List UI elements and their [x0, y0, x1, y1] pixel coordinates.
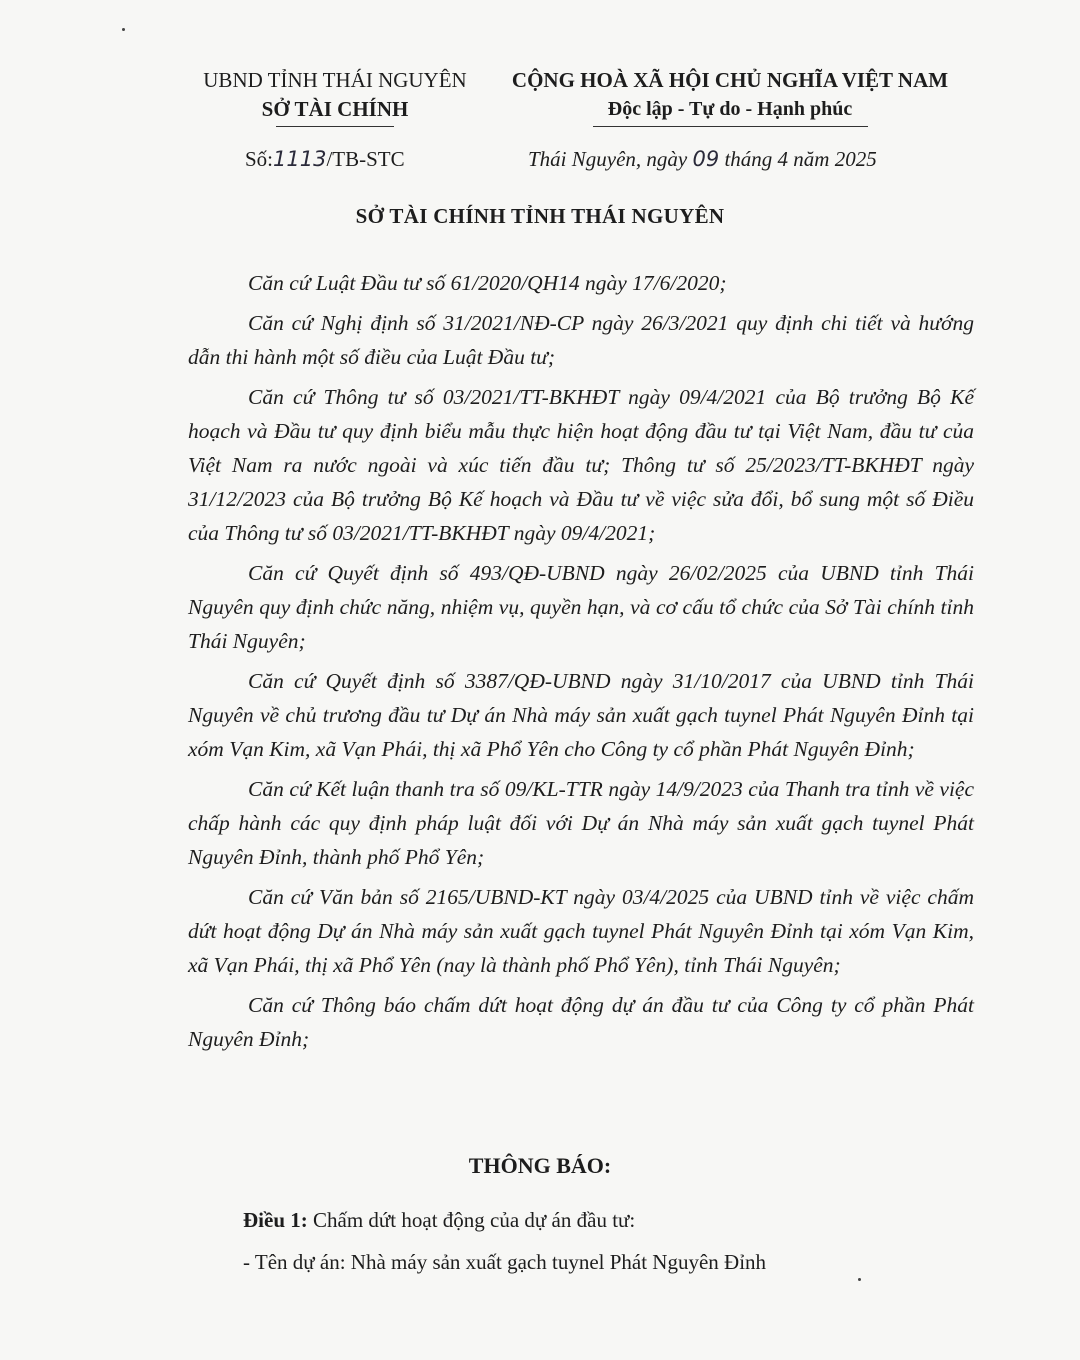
basis-paragraph: Căn cứ Thông báo chấm dứt hoạt động dự án đầu tư của Công ty cổ phần Phát Nguyên Đỉnh;	[188, 993, 974, 1051]
scan-speck	[858, 1278, 861, 1281]
document-number-suffix: /TB-STC	[326, 147, 405, 171]
national-motto: Độc lập - Tự do - Hạnh phúc	[607, 98, 853, 120]
motto-underline	[593, 126, 868, 127]
document-number-handwritten: 1113	[273, 147, 327, 171]
date-day-handwritten: 09	[692, 147, 720, 171]
basis-paragraph: Căn cứ Văn bản số 2165/UBND-KT ngày 03/4/2025 của UBND tỉnh về việc chấm dứt hoạt động Dự án Nhà máy sản xuất gạch tuynel Phát Nguyên Đỉnh tại xóm Vạn Kim, xã Vạn Phái, thị xã Phổ Yên (nay là thành phố Phổ Yên), tỉnh Thái Nguyên;	[188, 885, 974, 977]
date-suffix: tháng 4 năm 2025	[719, 147, 877, 171]
basis-paragraph: Căn cứ Quyết định số 493/QĐ-UBND ngày 26/02/2025 của UBND tỉnh Thái Nguyên quy định chức năng, nhiệm vụ, quyền hạn, và cơ cấu tổ chức của Sở Tài chính tỉnh Thái Nguyên;	[188, 561, 974, 653]
notice-title: THÔNG BÁO:	[468, 1153, 612, 1178]
basis-paragraph: Căn cứ Quyết định số 3387/QĐ-UBND ngày 31/10/2017 của UBND tỉnh Thái Nguyên về chủ trương đầu tư Dự án Nhà máy sản xuất gạch tuynel Phát Nguyên Đỉnh tại xóm Vạn Kim, xã Vạn Phái, thị xã Phổ Yên cho Công ty cổ phần Phát Nguyên Đỉnh;	[188, 669, 974, 761]
legal-basis-section	[188, 266, 974, 1062]
basis-paragraph: Căn cứ Kết luận thanh tra số 09/KL-TTR ngày 14/9/2023 của Thanh tra tỉnh về việc chấp hành các quy định pháp luật đối với Dự án Nhà máy sản xuất gạch tuynel Phát Nguyên Đỉnh, thành phố Phổ Yên;	[188, 777, 974, 869]
country-name: CỘNG HOÀ XÃ HỘI CHỦ NGHĨA VIỆT NAM	[511, 68, 949, 92]
document-number	[245, 147, 405, 172]
department-name: SỞ TÀI CHÍNH	[261, 97, 409, 121]
basis-paragraph: Căn cứ Luật Đầu tư số 61/2020/QH14 ngày 17/6/2020;	[248, 271, 727, 295]
document-number-prefix: Số:	[245, 147, 274, 171]
date-prefix: Thái Nguyên, ngày	[528, 147, 693, 171]
scan-speck	[122, 28, 125, 31]
issuing-authority-block	[195, 66, 475, 127]
issuer-heading: SỞ TÀI CHÍNH TỈNH THÁI NGUYÊN	[355, 204, 725, 228]
article-1	[243, 1208, 635, 1233]
national-title-block	[495, 66, 965, 127]
basis-paragraph: Căn cứ Nghị định số 31/2021/NĐ-CP ngày 26/3/2021 quy định chi tiết và hướng dẫn thi hành một số điều của Luật Đầu tư;	[188, 311, 974, 369]
basis-paragraph: Căn cứ Thông tư số 03/2021/TT-BKHĐT ngày 09/4/2021 của Bộ trưởng Bộ Kế hoạch và Đầu tư quy định biểu mẫu thực hiện hoạt động đầu tư tại Việt Nam, đầu tư của Việt Nam ra nước ngoài và xúc tiến đầu tư; Thông tư số 25/2023/TT-BKHĐT ngày 31/12/2023 của Bộ trưởng Bộ Kế hoạch và Đầu tư về việc sửa đổi, bổ sung một số Điều của Thông tư số 03/2021/TT-BKHĐT ngày 09/4/2021;	[188, 385, 974, 545]
document-date	[528, 147, 877, 172]
article-1-text: Chấm dứt hoạt động của dự án đầu tư:	[307, 1208, 636, 1232]
project-name-line: - Tên dự án: Nhà máy sản xuất gạch tuynel Phát Nguyên Đỉnh	[243, 1250, 767, 1274]
article-1-label: Điều 1:	[243, 1208, 308, 1232]
province-committee: UBND TỈNH THÁI NGUYÊN	[203, 68, 467, 92]
department-underline	[276, 126, 394, 127]
